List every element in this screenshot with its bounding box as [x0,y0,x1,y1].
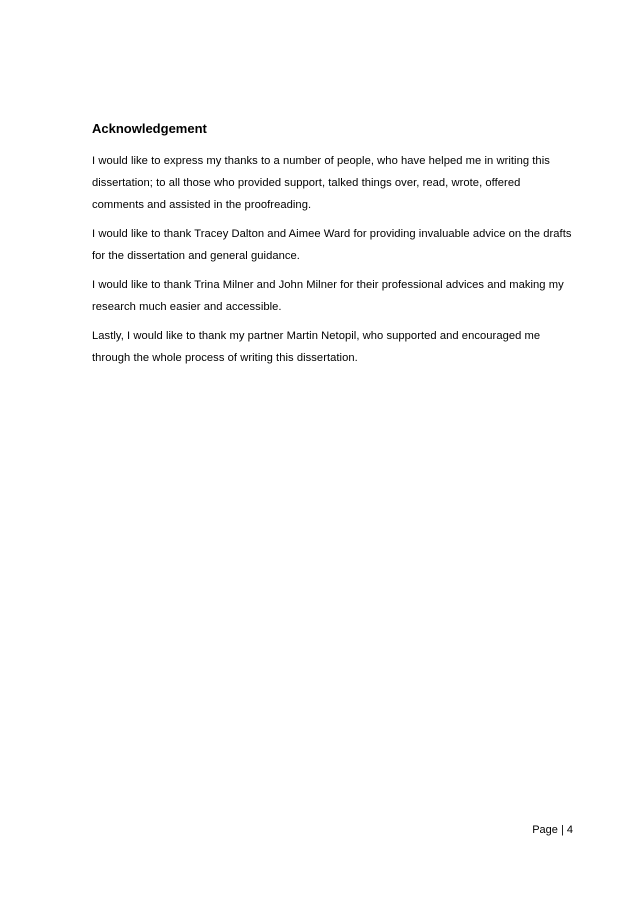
paragraph-thanks-advisors: I would like to thank Tracey Dalton and Aimee Ward for providing invaluable advice on the drafts for the dissertation and general guidance. [92,228,572,262]
page-content [92,121,572,376]
paragraph-thanks-general: I would like to express my thanks to a number of people, who have helped me in writing this dissertation; to all those who provided support, talked things over, read, wrote, offered comments and assisted in the proofreading. [92,155,550,211]
section-heading: Acknowledgement [92,121,207,136]
page-number: Page | 4 [532,824,573,836]
paragraph-thanks-professional: I would like to thank Trina Milner and John Milner for their professional advices and making my research much easier and accessible. [92,279,564,313]
paragraph-thanks-partner: Lastly, I would like to thank my partner Martin Netopil, who supported and encouraged me through the whole process of writing this dissertation. [92,330,541,364]
